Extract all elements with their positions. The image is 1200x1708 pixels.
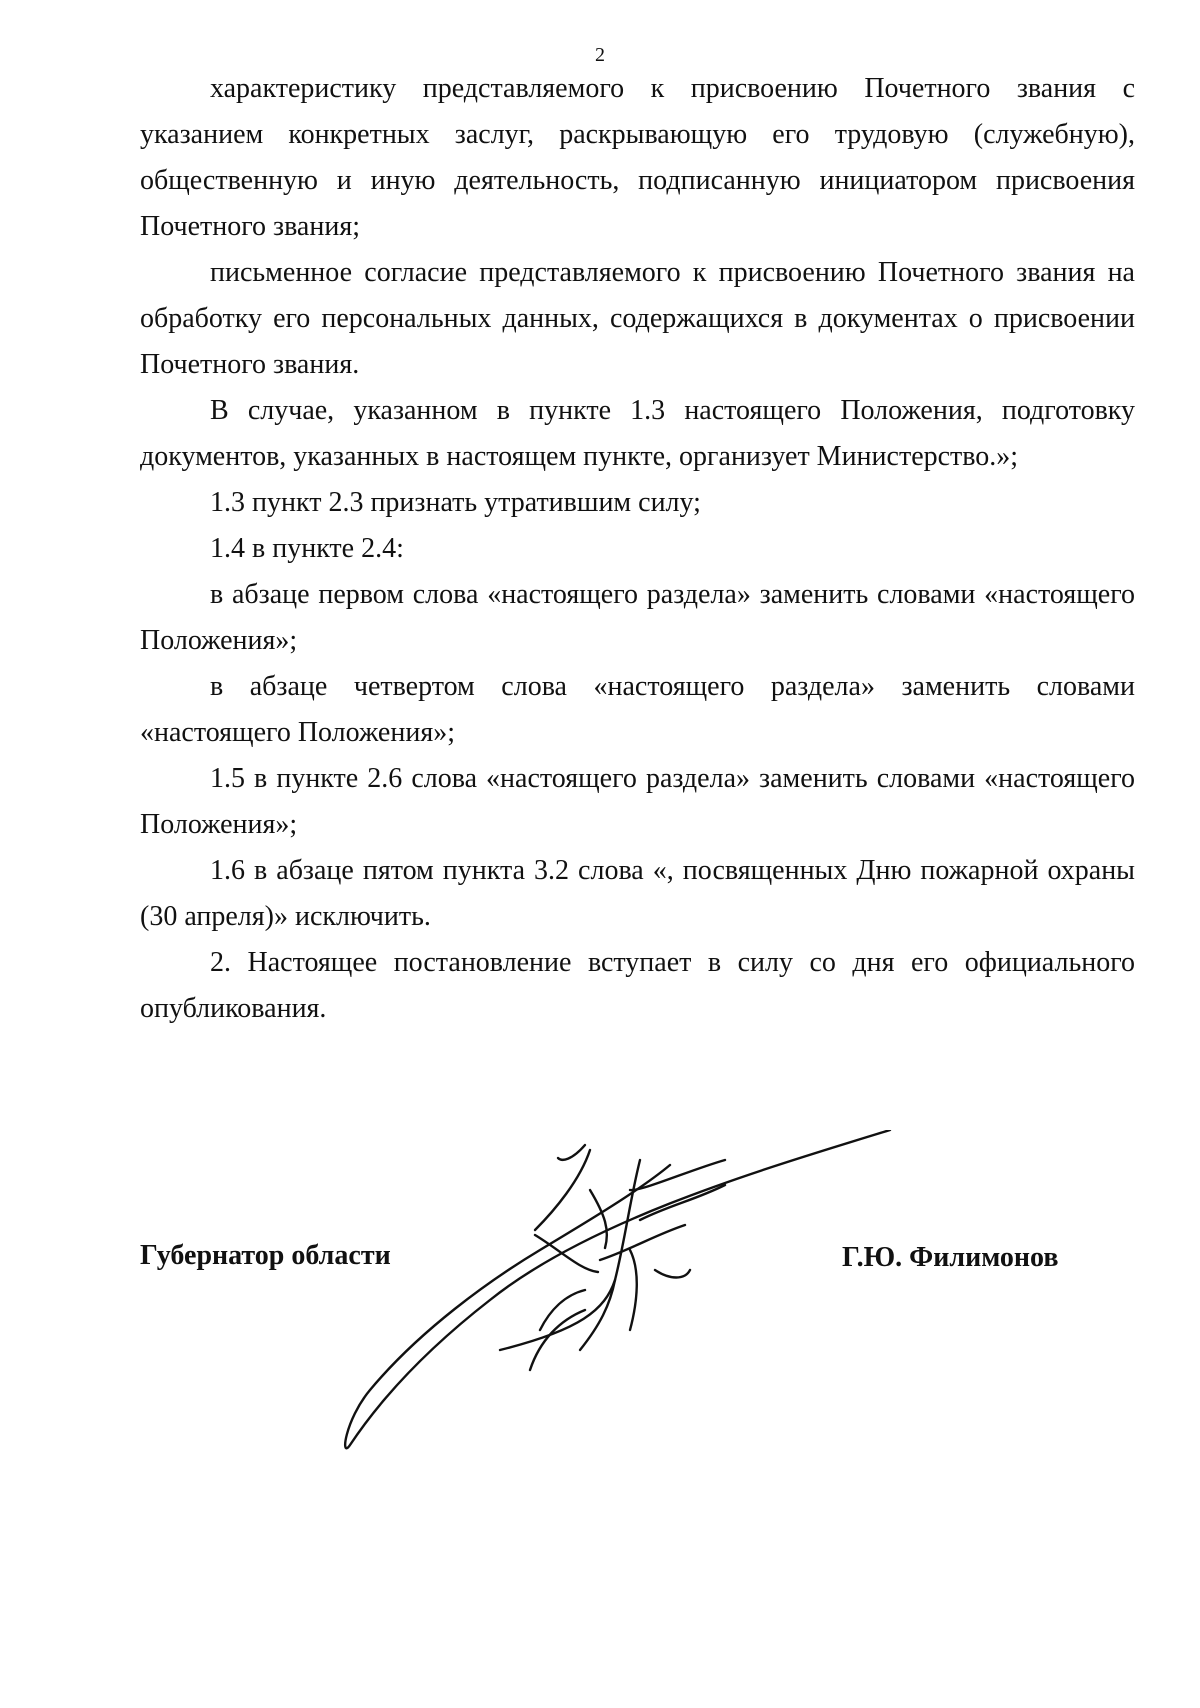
signature-block <box>0 1240 1200 1280</box>
paragraph: 1.3 пункт 2.3 признать утратившим силу; <box>210 487 701 518</box>
paragraph: 1.4 в пункте 2.4: <box>210 533 404 564</box>
paragraph: в абзаце первом слова «настоящего раздела» заменить словами «настоящего Положения»; <box>140 579 1135 656</box>
paragraph: в абзаце четвертом слова «настоящего раздела» заменить словами «настоящего Положения»; <box>140 671 1135 748</box>
paragraph: 1.5 в пункте 2.6 слова «настоящего раздела» заменить словами «настоящего Положения»; <box>140 763 1135 840</box>
paragraph: В случае, указанном в пункте 1.3 настоящего Положения, подготовку документов, указанных в настоящем пункте, организует Министерство.»; <box>140 395 1135 472</box>
signatory-name: Г.Ю. Филимонов <box>842 1242 1059 1273</box>
signatory-position: Губернатор области <box>140 1240 391 1271</box>
document-body <box>140 66 1135 1032</box>
page-number: 2 <box>595 44 605 66</box>
paragraph: характеристику представляемого к присвоению Почетного звания с указанием конкретных заслуг, раскрывающую его трудовую (служебную), общественную и иную деятельность, подписанную инициатором присвоения Почетного звания; <box>140 73 1135 242</box>
paragraph: 1.6 в абзаце пятом пункта 3.2 слова «, посвященных Дню пожарной охраны (30 апреля)» исключить. <box>140 855 1135 932</box>
handwritten-signature <box>340 1130 920 1460</box>
paragraph: 2. Настоящее постановление вступает в силу со дня его официального опубликования. <box>140 947 1135 1024</box>
paragraph: письменное согласие представляемого к присвоению Почетного звания на обработку его персональных данных, содержащихся в документах о присвоении Почетного звания. <box>140 257 1135 380</box>
